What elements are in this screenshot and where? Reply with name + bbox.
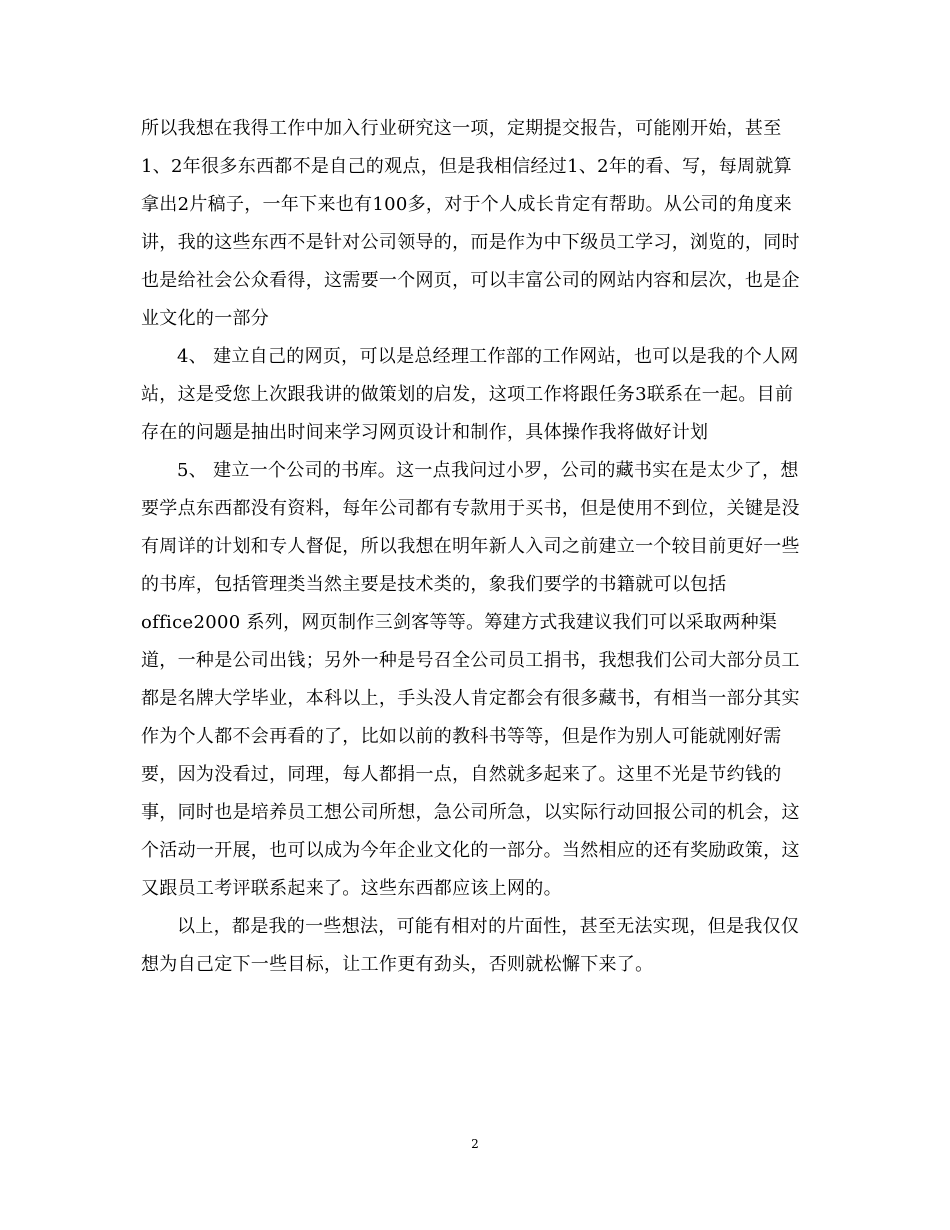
text-line: 事，同时也是培养员工想公司所想，急公司所急，以实际行动回报公司的机会，这 xyxy=(141,802,800,823)
text-line: 有周详的计划和专人督促，所以我想在明年新人入司之前建立一个较目前更好一些 xyxy=(141,536,800,557)
body-text xyxy=(141,110,809,984)
text-line: 个活动一开展，也可以成为今年企业文化的一部分。当然相应的还有奖励政策，这 xyxy=(141,840,800,861)
paragraph-4 xyxy=(141,908,809,984)
text-line: 存在的问题是抽出时间来学习网页设计和制作，具体操作我将做好计划 xyxy=(141,422,709,443)
text-line: 作为个人都不会再看的了，比如以前的教科书等等，但是作为别人可能就刚好需 xyxy=(141,726,782,747)
text-line: 的书库，包括管理类当然主要是技术类的，象我们要学的书籍就可以包括 xyxy=(141,574,727,595)
text-line: 拿出2片稿子，一年下来也有100多，对于个人成长肯定有帮助。从公司的角度来 xyxy=(141,194,792,215)
text-line: 都是名牌大学毕业，本科以上，手头没人肯定都会有很多藏书，有相当一部分其实 xyxy=(141,688,800,709)
text-line: 所以我想在我得工作中加入行业研究这一项，定期提交报告，可能刚开始，甚至 xyxy=(141,118,782,139)
text-line: 4、 建立自己的网页，可以是总经理工作部的工作网站，也可以是我的个人网 xyxy=(177,346,799,367)
text-line: 站，这是受您上次跟我讲的做策划的启发，这项工作将跟任务3联系在一起。目前 xyxy=(141,384,794,405)
text-line: 又跟员工考评联系起来了。这些东西都应该上网的。 xyxy=(141,878,562,899)
text-line: 也是给社会公众看得，这需要一个网页，可以丰富公司的网站内容和层次，也是企 xyxy=(141,270,800,291)
paragraph-2 xyxy=(141,338,809,452)
text-line: office2000 系列，网页制作三剑客等等。筹建方式我建议我们可以采取两种渠 xyxy=(141,612,778,633)
text-line: 业文化的一部分 xyxy=(141,308,270,329)
page-number: 2 xyxy=(471,1137,479,1151)
text-line: 道，一种是公司出钱；另外一种是号召全公司员工捐书，我想我们公司大部分员工 xyxy=(141,650,800,671)
text-line: 1、2年很多东西都不是自己的观点，但是我相信经过1、2年的看、写，每周就算 xyxy=(141,156,792,177)
text-line: 讲，我的这些东西不是针对公司领导的，而是作为中下级员工学习，浏览的，同时 xyxy=(141,232,800,253)
paragraph-1 xyxy=(141,110,809,338)
text-line: 要，因为没看过，同理，每人都捐一点，自然就多起来了。这里不光是节约钱的 xyxy=(141,764,782,785)
text-line: 以上，都是我的一些想法，可能有相对的片面性，甚至无法实现，但是我仅仅 xyxy=(177,916,800,937)
text-line: 要学点东西都没有资料，每年公司都有专款用于买书，但是使用不到位，关键是没 xyxy=(141,498,800,519)
text-line: 5、 建立一个公司的书库。这一点我问过小罗，公司的藏书实在是太少了，想 xyxy=(177,460,799,481)
text-line: 想为自己定下一些目标，让工作更有劲头，否则就松懈下来了。 xyxy=(141,954,654,975)
paragraph-3 xyxy=(141,452,809,908)
